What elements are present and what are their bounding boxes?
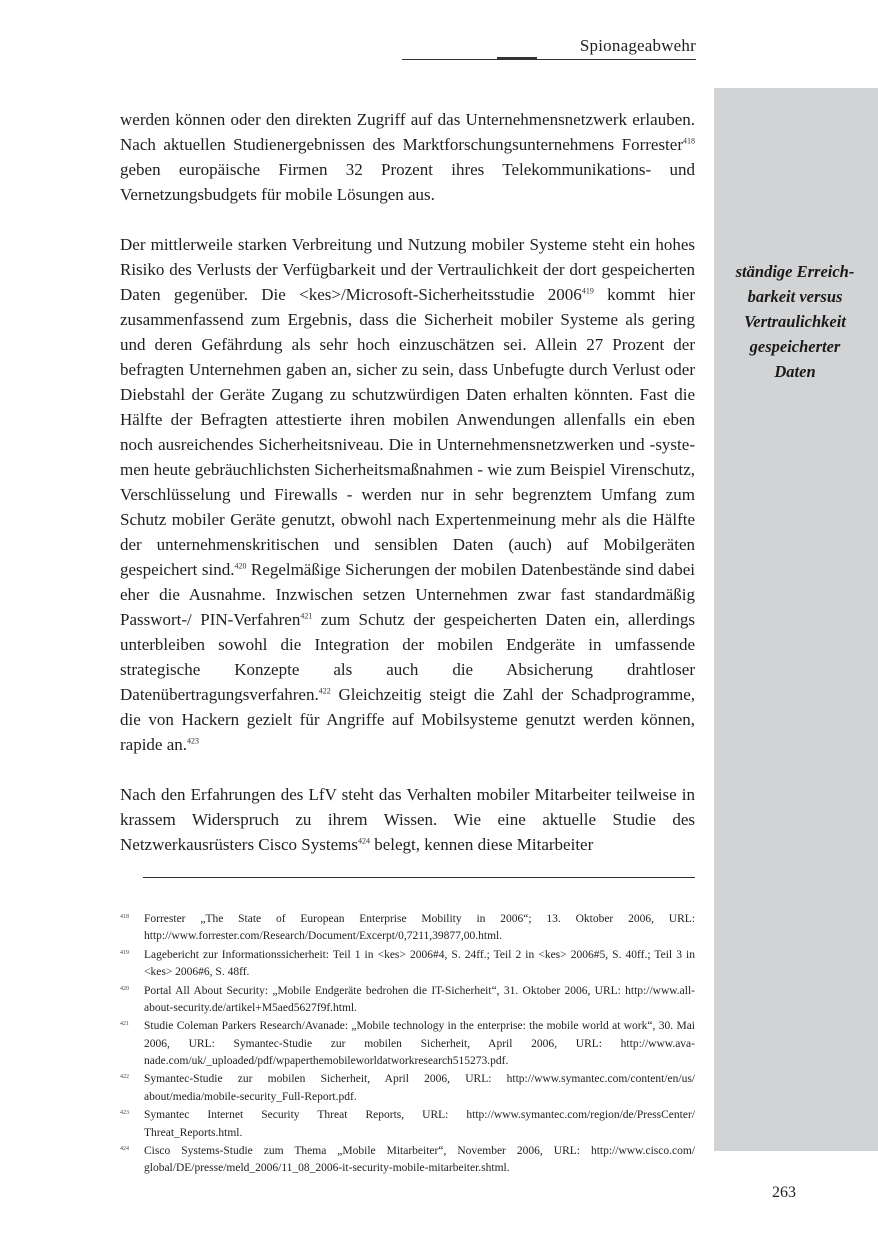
footnote — [120, 1107, 695, 1142]
body-text — [120, 107, 695, 857]
margin-note-line: Vertraulichkeit — [744, 312, 846, 331]
margin-note-line: ständige Erreich- — [735, 262, 855, 281]
text-run: werden können oder den direkten Zugriff auf das Unternehmensnetzwerk erlauben. Nach aktuellen Studienergebnissen des Marktforschungsunternehmens Forrester — [120, 110, 695, 154]
footnotes — [120, 911, 695, 1179]
footnote-ref: 421 — [300, 611, 313, 621]
paragraph-3 — [120, 782, 695, 857]
text-run: belegt, kennen diese Mitarbeiter — [369, 835, 594, 854]
footnote-text: Lagebericht zur Informationssicherheit: Teil 1 in <kes> 2006#4, S. 24ff.; Teil 2 in <kes> 2006#5, S. 40ff.; Teil 3 in <kes> 2006#6, S. 48ff. — [144, 948, 695, 979]
footnote — [120, 983, 695, 1018]
footnote — [120, 947, 695, 982]
text-run: Gleichzeitig steigt die Zahl der Schadprogramme, die von Hackern gezielt für Angriffe auf Mobilsysteme genutzt werden können, rapide an. — [120, 685, 695, 754]
paragraph-1 — [120, 107, 695, 207]
text-run: kommt hier zusammenfassend zum Ergebnis, dass die Sicherheit mobiler Systeme als gering und deren Gefährdung als sehr hoch einzuschätzen sei. Allein 27 Prozent der befragten Unternehmen gaben an, sicher zu sein, dass Unbefugte durch Verlust oder Diebstahl der Geräte Zugang zu schutzwürdigen Daten erhalten könnten. Fast die Hälfte der Befragten attestierte ihren mobilen Anwendungen allenfalls ein eben noch ausreichendes Sicherheitsniveau. Die in Unternehmensnetzwerken und -systemen heute gebräuchlichsten Sicherheitsmaßnahmen - wie zum Beispiel Virenschutz, Verschlüsselung und Firewalls - werden nur in sehr begrenztem Umfang zum Schutz mobiler Geräte genutzt, obwohl nach Expertenmeinung mehr als die Hälfte der unternehmenskritischen und sensiblen Daten (auch) auf Mobilgeräten gespeichert sind. — [120, 285, 695, 579]
footnote-text: Studie Coleman Parkers Research/Avanade: „Mobile technology in the enterprise: the mobile world at work“, 30. Mai 2006, URL: Symantec-Studie zur mobilen Sicherheit, April 2006, URL: http://www.avanade.com/uk/_uploaded/pdf/wpaperthemobileworldatworkresearch515273.pdf. — [144, 1020, 695, 1067]
text-run: Regelmäßige Sicherungen der mobilen Datenbestände sind dabei eher die Ausnahme. Inzwischen setzen Unternehmen zwar fast standardmäßig Passwort-/ PIN-Verfahren — [120, 560, 696, 629]
footnote-ref: 420 — [234, 561, 247, 571]
footnote-number: 419 — [120, 949, 129, 956]
margin-note — [720, 259, 870, 384]
footnote-text: Forrester „The State of European Enterprise Mobility in 2006“; 13. Oktober 2006, URL: http://www.forrester.com/Research/Document/Excerpt/0,7211,39877,00.html. — [144, 913, 695, 943]
footnote-ref: 424 — [357, 836, 370, 846]
text-run: zum Schutz der gespeicherten Daten ein, allerdings unterbleiben sowohl die Integration der mobilen Endgeräte in umfassende strategische Konzepte als auch die Absicherung drahtloser Datenübertragungsverfahren. — [120, 610, 696, 704]
footnote-number: 421 — [120, 1021, 129, 1028]
margin-note-line: Daten — [774, 362, 816, 381]
margin-sidebar — [714, 88, 878, 1151]
footnote-number: 423 — [120, 1110, 129, 1117]
footnote-number: 420 — [120, 985, 129, 992]
margin-note-line: gespeicherter — [749, 337, 841, 356]
footnote-text: Cisco Systems-Studie zum Thema „Mobile Mitarbeiter“, November 2006, URL: http://www.cisco.com/ global/DE/presse/meld_2006/11_08_2006-it-security-mobile-mitarbeiter.shtml. — [144, 1144, 695, 1175]
header-rule — [402, 59, 696, 60]
footnote-ref: 422 — [318, 686, 331, 696]
paragraph-2 — [120, 232, 695, 757]
footnote — [120, 1018, 695, 1070]
header-title: Spionageabwehr — [579, 36, 696, 55]
footnote — [120, 1071, 695, 1106]
footnote-ref: 418 — [683, 136, 695, 146]
footnote — [120, 1143, 695, 1178]
page-number: 263 — [772, 1184, 796, 1201]
footnote-text: Portal All About Security: „Mobile Endgeräte bedrohen die IT-Sicherheit“, 31. Oktober 2006, URL: http://www.all-about-security.de/artikel+M5aed5627f9f.html. — [144, 984, 695, 1014]
header-rule-accent — [497, 57, 537, 59]
footnote-rule — [143, 877, 695, 878]
footnote — [120, 911, 695, 946]
footnote-number: 422 — [120, 1074, 129, 1081]
footnote-number: 424 — [120, 1145, 129, 1152]
margin-note-line: barkeit versus — [747, 287, 843, 306]
text-run: Nach den Erfahrungen des LfV steht das Verhalten mobiler Mitarbeiter teilweise in krassem Widerspruch zu ihrem Wissen. Wie eine aktuelle Studie des Netzwerkausrüsters Cisco Systems — [120, 785, 695, 854]
footnote-ref: 419 — [581, 286, 594, 296]
text-run: geben europäische Firmen 32 Prozent ihres Telekommunikations- und Vernetzungsbudgets für mobile Lösungen aus. — [120, 160, 695, 204]
footnote-text: Symantec Internet Security Threat Reports, URL: http://www.symantec.com/region/de/PressCenter/ Threat_Reports.html. — [144, 1109, 695, 1139]
footnote-ref: 423 — [187, 736, 200, 746]
text-run: Der mittlerweile starken Verbreitung und Nutzung mobiler Systeme steht ein hohes Risiko des Verlusts der Verfügbarkeit und der Vertraulichkeit der dort gespeicherten Daten gegenüber. Die <kes>/Microsoft-Sicherheitsstudie 2006 — [120, 235, 695, 304]
footnote-text: Symantec-Studie zur mobilen Sicherheit, April 2006, URL: http://www.symantec.com/content/en/us/ about/media/mobile-security_Full-Report.pdf. — [144, 1073, 695, 1103]
footnote-number: 418 — [120, 914, 129, 920]
